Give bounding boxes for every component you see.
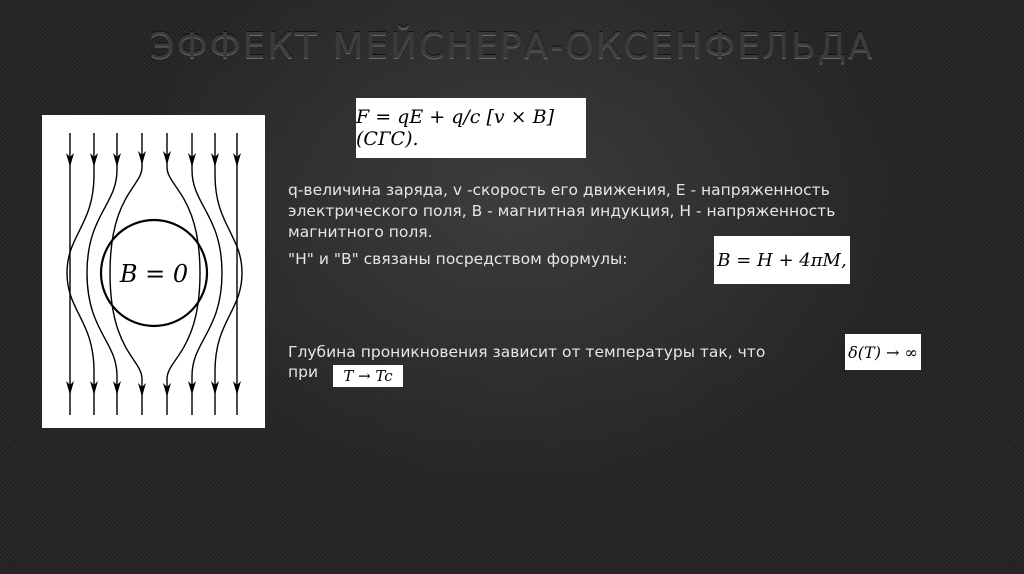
depth-formula <box>845 334 921 370</box>
relation-text: "H" и "B" связаны посредством формулы: <box>288 250 628 268</box>
when-text: при <box>288 363 319 381</box>
text-line-2: электрического поля, B - магнитная индукция, H - напряженность <box>288 202 836 220</box>
text-line-3: магнитного поля. <box>288 223 433 241</box>
relation-formula-text: B = H + 4πM, <box>717 249 847 271</box>
depth-text: Глубина проникновения зависит от температуры так, что <box>288 343 766 361</box>
depth-formula-text: δ(T) → ∞ <box>848 342 918 362</box>
lorentz-formula <box>356 98 586 158</box>
relation-formula <box>714 236 850 284</box>
meissner-field-diagram <box>42 115 265 428</box>
variables-description <box>288 180 928 243</box>
field-lines-svg <box>42 115 265 428</box>
limit-formula-text: T → Tc <box>343 367 393 385</box>
field-label: B = 0 <box>119 260 189 288</box>
limit-formula <box>333 365 403 387</box>
slide-title: ЭФФЕКТ МЕЙСНЕРА-ОКСЕНФЕЛЬДА <box>149 26 875 67</box>
text-line-1: q-величина заряда, v -скорость его движения, E - напряженность <box>288 181 830 199</box>
lorentz-formula-text: F = qE + q/c [v × B] (СГС). <box>356 106 554 150</box>
